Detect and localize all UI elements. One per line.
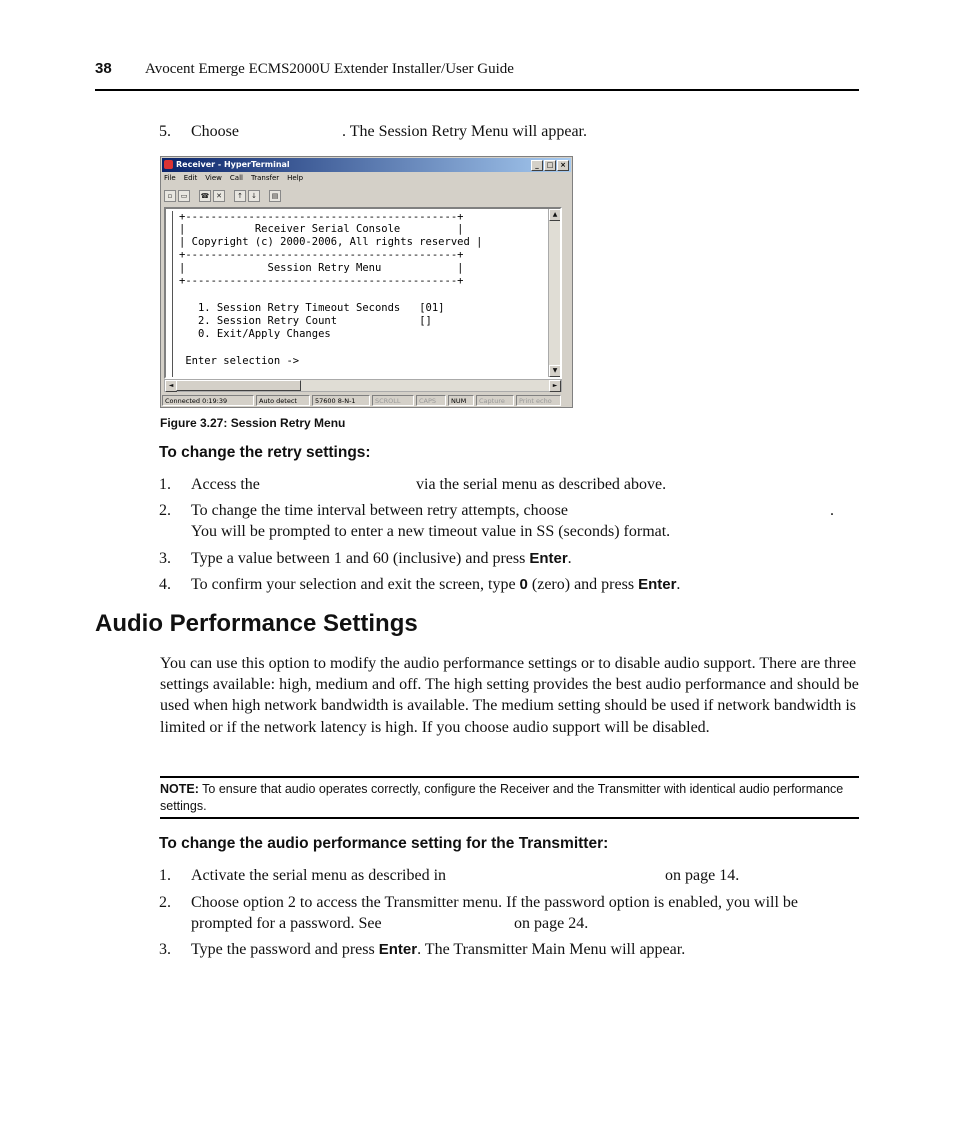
step-number: 5.: [159, 123, 171, 140]
step-number: 3.: [159, 941, 171, 958]
scroll-up-icon: ▲: [549, 209, 561, 221]
menu-bar: [164, 174, 303, 186]
step-text: . The Session Retry Menu will appear.: [342, 123, 587, 140]
step-text: Activate the serial menu as described in: [191, 867, 447, 884]
status-caps: CAPS: [416, 395, 446, 406]
section-title: Audio Performance Settings: [95, 610, 418, 637]
receive-icon: ↓: [248, 190, 260, 202]
terminal-line: | Session Retry Menu |: [179, 262, 464, 274]
terminal-line: 2. Session Retry Count []: [179, 315, 432, 327]
step-number: 1.: [159, 867, 171, 884]
note-label: NOTE:: [160, 782, 199, 796]
page-number: 38: [95, 60, 112, 77]
step-text: on page 24.: [514, 915, 589, 932]
section-paragraph: You can use this option to modify the audio performance settings or to disable audio support. There are three settings available: high, medium and off. The high setting provides the best audio performance and should be used when high network bandwidth is available. The medium setting should be used if network bandwidth is limited or if the network latency is high. If you choose audio support will be disabled.: [160, 655, 859, 736]
app-icon: [164, 160, 173, 169]
status-num: NUM: [448, 395, 474, 406]
procedure-heading: To change the retry settings:: [159, 444, 371, 461]
terminal-line: +-------------------------------------------+: [179, 249, 464, 261]
enter-key: Enter: [638, 576, 677, 593]
scroll-right-icon: ►: [549, 380, 561, 392]
status-detect: Auto detect: [256, 395, 310, 406]
note-box: [160, 781, 859, 815]
enter-key: Enter: [529, 550, 568, 567]
terminal-line: | Copyright (c) 2000-2006, All rights reserved |: [179, 236, 483, 248]
step-number: 3.: [159, 550, 171, 567]
step-number: 1.: [159, 476, 171, 493]
call-icon: ☎: [200, 192, 210, 200]
terminal-area: [164, 207, 562, 379]
send-icon: ↑: [234, 190, 246, 202]
note-text: To ensure that audio operates correctly, configure the Receiver and the Transmitter with identical audio performance settings.: [160, 782, 844, 813]
status-print-echo: Print echo: [516, 395, 561, 406]
hyperterminal-screenshot: [160, 156, 573, 408]
step-text: prompted for a password. See: [191, 915, 382, 932]
menu-call: Call: [229, 174, 243, 182]
terminal-line: +-------------------------------------------+: [179, 275, 464, 287]
step-text: via the serial menu as described above.: [416, 476, 667, 493]
window-titlebar: [162, 158, 571, 172]
menu-file: File: [164, 174, 176, 182]
step-number: 4.: [159, 576, 171, 593]
step-number: 2.: [159, 894, 171, 911]
menu-help: Help: [287, 174, 304, 182]
scroll-thumb: [176, 380, 301, 391]
window-title: Receiver - HyperTerminal: [176, 160, 290, 169]
new-icon: ▫: [164, 190, 176, 202]
disconnect-icon: ✕: [213, 190, 225, 202]
terminal-line: 0. Exit/Apply Changes: [179, 328, 331, 340]
status-scroll: SCROLL: [372, 395, 414, 406]
status-connected: Connected 0:19:39: [162, 395, 254, 406]
step-text: Choose option 2 to access the Transmitter menu. If the password option is enabled, you will be: [191, 894, 799, 911]
step-number: 2.: [159, 502, 171, 519]
step-text: on page 14.: [665, 867, 740, 884]
open-icon: ▭: [178, 190, 190, 202]
status-capture: Capture: [476, 395, 514, 406]
minimize-icon: _: [531, 160, 543, 171]
terminal-line: | Receiver Serial Console |: [179, 223, 464, 235]
note-bottom-rule: [160, 817, 859, 819]
terminal-line: Enter selection ->: [179, 355, 300, 367]
status-bar: [162, 395, 571, 407]
note-top-rule: [160, 776, 859, 778]
step-text: .: [830, 502, 834, 519]
step-text: Choose: [191, 123, 239, 140]
terminal-line: 1. Session Retry Timeout Seconds [01]: [179, 302, 445, 314]
step-text: Type a value between 1 and 60 (inclusive) and press Enter.: [191, 550, 572, 567]
header-rule: [95, 89, 859, 91]
figure-caption: Figure 3.27: Session Retry Menu: [160, 416, 346, 430]
toolbar: [164, 188, 281, 204]
step-text: You will be prompted to enter a new timeout value in SS (seconds) format.: [191, 523, 671, 540]
menu-transfer: Transfer: [250, 174, 280, 182]
step-text: Type the password and press Enter. The Transmitter Main Menu will appear.: [191, 941, 686, 958]
step-text: Access the: [191, 476, 260, 493]
vertical-scrollbar: [548, 209, 560, 377]
zero-key: 0: [519, 576, 528, 593]
running-header-title: Avocent Emerge ECMS2000U Extender Installer/User Guide: [145, 61, 514, 77]
step-text: To confirm your selection and exit the screen, type 0 (zero) and press Enter.: [191, 576, 681, 593]
step-text: To change the time interval between retry attempts, choose: [191, 502, 568, 519]
terminal-line: +-------------------------------------------+: [179, 211, 464, 223]
properties-icon: ▤: [269, 190, 281, 202]
maximize-icon: □: [544, 160, 556, 171]
scroll-down-icon: ▼: [549, 365, 561, 377]
close-icon: ×: [557, 160, 569, 171]
procedure-heading: To change the audio performance setting for the Transmitter:: [159, 835, 609, 852]
enter-key: Enter: [378, 941, 418, 958]
horizontal-scrollbar: [164, 379, 562, 392]
menu-edit: Edit: [183, 174, 198, 182]
scroll-left-icon: ◄: [165, 380, 177, 392]
menu-view: View: [205, 174, 222, 182]
status-baud: 57600 8-N-1: [312, 395, 370, 406]
